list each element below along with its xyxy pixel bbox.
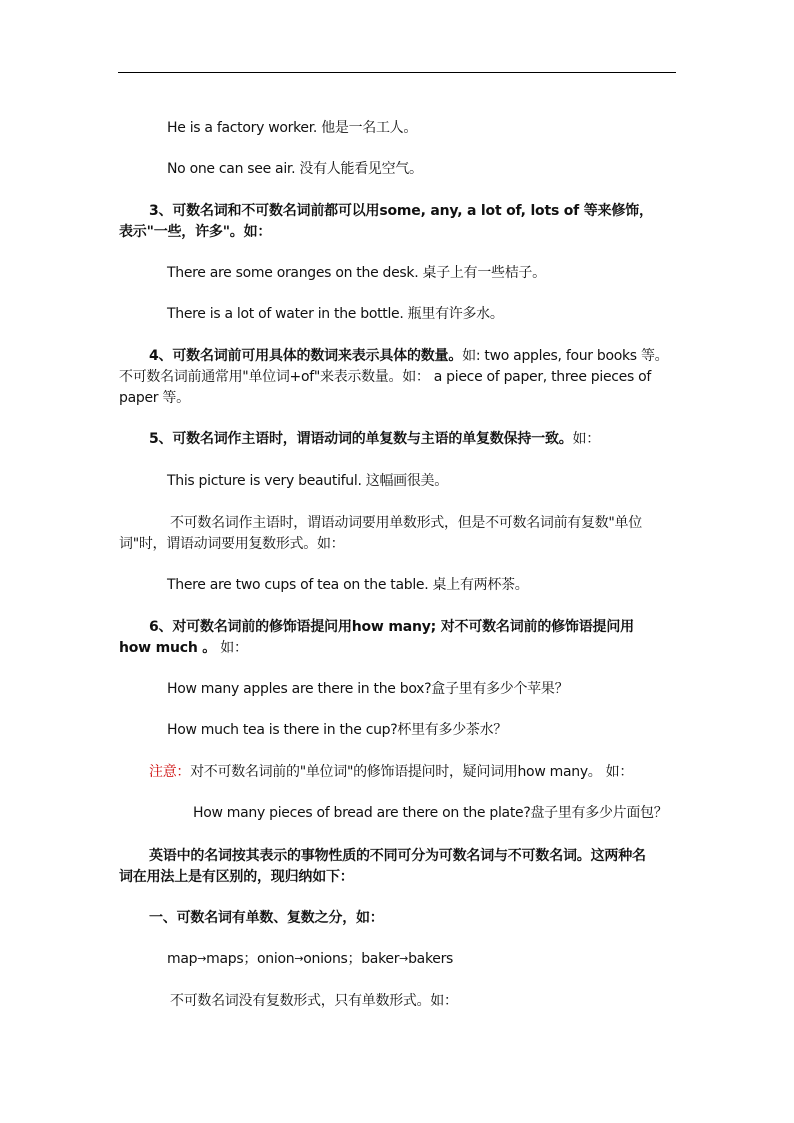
example-tea-cup: How much tea is there in the cup?杯里有多少茶水？ [167,722,508,738]
plural-examples [167,949,453,970]
arrow-icon: → [399,952,409,965]
separator: ； [347,951,362,967]
summary-line-2: 词在用法上是有区别的，现归纳如下： [119,869,354,885]
summary-line-1: 英语中的名词按其表示的事物性质的不同可分为可数名词与不可数名词。这两种名 [149,848,646,864]
example-apples-box: How many apples are there in the box?盒子里有多少个苹果？ [167,681,569,697]
arrow-icon: → [294,952,304,965]
uncountable-no-plural: 不可数名词没有复数形式，只有单数形式。如： [170,993,458,1009]
rule-4-line-2: 不可数名词前通常用"单位词+of"来表示数量。如： a piece of paper, three pieces of [119,369,652,385]
example-see-air: No one can see air. 没有人能看见空气。 [167,161,423,177]
plural-baker-plural: bakers [408,951,454,967]
example-picture: This picture is very beautiful. 这幅画很美。 [167,473,448,489]
note-text: 对不可数名词前的"单位词"的修饰语提问时，疑问词用how many。 如： [190,764,634,780]
header-rule [118,72,676,73]
arrow-icon: → [197,952,207,965]
uncountable-subject-line-2: 词"时，谓语动词要用复数形式。如： [119,536,345,552]
example-bread: How many pieces of bread are there on the plate?盘子里有多少片面包？ [193,805,668,821]
note-line [149,762,633,782]
example-factory-worker: He is a factory worker. 他是一名工人。 [167,120,418,136]
example-tea-cups: There are two cups of tea on the table. 桌上有两杯茶。 [167,577,529,593]
plural-map-singular: map [167,951,198,967]
rule-4-line-1 [149,346,668,366]
rule-5-heading: 5、可数名词作主语时，谓语动词的单复数与主语的单复数保持一致。 [149,431,573,447]
plural-map-plural: maps [206,951,244,967]
rule-6-how-much: how much 。 [119,640,217,656]
example-water: There is a lot of water in the bottle. 瓶里有许多水。 [167,306,504,322]
section-1-heading: 一、可数名词有单数、复数之分，如： [149,910,384,926]
rule-6-line-1: 6、对可数名词前的修饰语提问用how many; 对不可数名词前的修饰语提问用 [149,619,634,635]
note-label: 注意： [149,764,191,780]
separator: ； [243,951,258,967]
rule-5-suffix: 如： [572,431,600,447]
example-oranges: There are some oranges on the desk. 桌子上有一些桔子。 [167,265,546,281]
plural-onion-plural: onions [303,951,348,967]
rule-6-suffix: 如： [220,640,248,656]
plural-baker-singular: baker [361,951,400,967]
rule-4-examples: 如: two apples, four books 等。 [462,348,669,364]
rule-4-line-3: paper 等。 [119,390,190,406]
rule-3-line-1: 3、可数名词和不可数名词前都可以用some, any, a lot of, lots of 等来修饰， [149,203,653,219]
rule-6-line-2 [119,638,248,658]
rule-5-line-1 [149,429,600,449]
rule-4-heading: 4、可数名词前可用具体的数词来表示具体的数量。 [149,348,463,364]
rule-3-line-2: 表示"一些，许多"。如： [119,224,272,240]
uncountable-subject-line-1: 不可数名词作主语时，谓语动词要用单数形式，但是不可数名词前有复数"单位 [170,515,642,531]
plural-onion-singular: onion [257,951,295,967]
